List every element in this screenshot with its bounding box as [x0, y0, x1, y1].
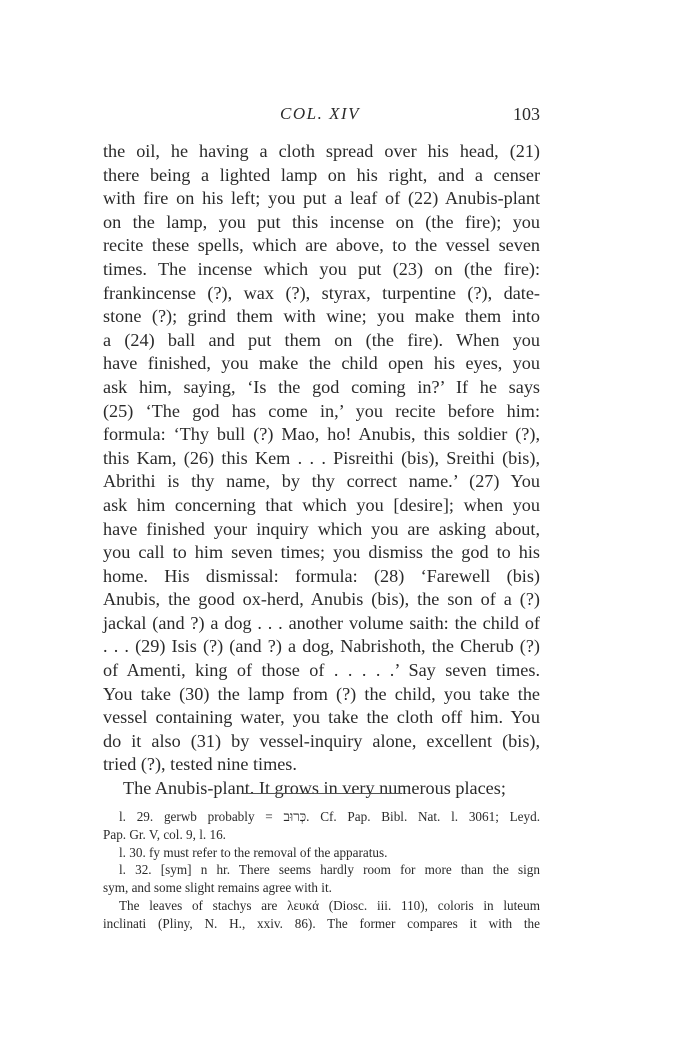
text-line: . . . (29) Isis (?) (and ?) a dog, Nabrishoth, the Cherub (?) [103, 636, 540, 657]
text-line: with fire on his left; you put a leaf of (22) Anubis-plant [103, 188, 540, 209]
text-line: (25) ‘The god has come in,’ you recite before him: [103, 400, 540, 421]
page-header [100, 104, 540, 128]
footnote-line: l. 32. [sym] n hr. There seems hardly room for more than the sign [119, 862, 540, 878]
text-line: there being a lighted lamp on his right, and a censer [103, 164, 540, 185]
footnote-divider [242, 793, 402, 794]
page-number: 103 [513, 104, 540, 124]
text-line: frankincense (?), wax (?), styrax, turpentine (?), date- [103, 282, 540, 303]
text-line: times. The incense which you put (23) on (the fire): [103, 258, 540, 279]
text-line: stone (?); grind them with wine; you make them into [103, 306, 540, 327]
text-line: Abrithi is thy name, by thy correct name.’ (27) You [103, 471, 540, 492]
footnote-line: l. 29. gerwb probably = כְּרוּב. Cf. Pap. Bibl. Nat. l. 3061; Leyd. [119, 809, 541, 824]
footnote-line: Pap. Gr. V, col. 9, l. 16. [103, 826, 226, 842]
text-line: you call to him seven times; you dismiss the god to his [103, 542, 540, 563]
text-line: have finished your inquiry which you are asking about, [103, 518, 540, 539]
footnote-line: sym, and some slight remains agree with it. [103, 880, 332, 896]
running-title: COL. XIV [280, 104, 360, 123]
text-line: jackal (and ?) a dog . . . another volume saith: the child of [103, 612, 540, 633]
footnote-line: The leaves of stachys are λευκά (Diosc. iii. 110), coloris in luteum [119, 897, 540, 913]
text-line: formula: ‘Thy bull (?) Mao, ho! Anubis, this soldier (?), [103, 424, 540, 445]
text-line: tried (?), tested nine times. [103, 754, 297, 775]
text-line: ask him concerning that which you [desire]; when you [103, 494, 540, 515]
footnote-line: inclinati (Pliny, N. H., xxiv. 86). The former compares it with the [103, 915, 540, 931]
text-line: this Kam, (26) this Kem . . . Pisreithi (bis), Sreithi (bis), [103, 447, 540, 468]
text-line: on the lamp, you put this incense on (the fire); you [103, 211, 540, 232]
text-line: You take (30) the lamp from (?) the child, you take the [103, 683, 540, 704]
text-line: home. His dismissal: formula: (28) ‘Farewell (bis) [103, 565, 540, 586]
text-line: have finished, you make the child open his eyes, you [103, 353, 540, 374]
text-line: vessel containing water, you take the cloth off him. You [103, 707, 540, 728]
text-line: Anubis, the good ox-herd, Anubis (bis), the son of a (?) [103, 589, 540, 610]
text-line: the oil, he having a cloth spread over his head, (21) [103, 141, 540, 161]
footnotes [103, 808, 540, 933]
footnote-line: l. 30. fy must refer to the removal of the apparatus. [119, 844, 388, 860]
main-text [103, 140, 540, 801]
text-line: The Anubis-plant. It grows in very numerous places; [123, 778, 506, 799]
text-line: ask him, saying, ‘Is the god coming in?’ If he says [103, 376, 540, 397]
text-line: of Amenti, king of those of . . . . .’ Say seven times. [103, 660, 540, 681]
text-line: a (24) ball and put them on (the fire). When you [103, 329, 540, 350]
text-line: do it also (31) by vessel-inquiry alone, excellent (bis), [103, 730, 540, 751]
text-line: recite these spells, which are above, to the vessel seven [103, 235, 540, 256]
